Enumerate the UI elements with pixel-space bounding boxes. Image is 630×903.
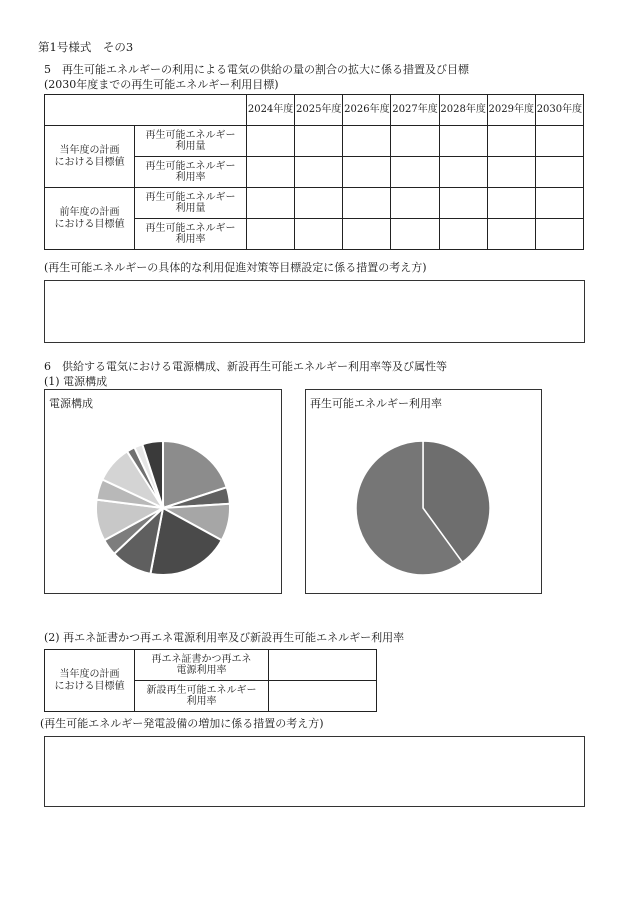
year-header: 2028年度: [439, 95, 487, 126]
value-cell[interactable]: [343, 219, 391, 250]
certificate-rate-table: [44, 649, 377, 712]
value-cell[interactable]: [439, 157, 487, 188]
section6-sub1: (1) 電源構成: [44, 375, 108, 388]
power-mix-chart-title: 電源構成: [49, 397, 93, 410]
value-cell[interactable]: [439, 219, 487, 250]
row-label: [135, 219, 247, 250]
value-cell[interactable]: [247, 126, 295, 157]
group-label-line: における目標値: [54, 680, 125, 692]
power-mix-chart-box: [44, 389, 282, 594]
form-title: 第1号様式 その3: [38, 40, 134, 54]
section5-subheading: (2030年度までの再生可能エネルギー利用目標): [44, 78, 279, 91]
power-mix-pie-chart: [45, 390, 281, 593]
renewable-rate-pie-chart: [306, 390, 541, 593]
value-cell[interactable]: [295, 219, 343, 250]
row-label-line: 新設再生可能エネルギー: [146, 684, 257, 696]
value-cell[interactable]: [247, 188, 295, 219]
row-label: [135, 126, 247, 157]
row-label-line: 再生可能エネルギー: [145, 129, 236, 141]
value-cell[interactable]: [295, 188, 343, 219]
table-row: [45, 650, 377, 681]
group-label-line: 当年度の計画: [59, 669, 120, 680]
section6-heading: 6 供給する電気における電源構成、新設再生可能エネルギー利用率等及び属性等: [44, 360, 447, 373]
section5-note-value: [45, 281, 584, 289]
row-label-line: 利用率: [186, 696, 217, 707]
section5-note-label: (再生可能エネルギーの具体的な利用促進対策等目標設定に係る措置の考え方): [44, 261, 427, 274]
row-label-line: 電源利用率: [176, 665, 227, 676]
value-cell[interactable]: [343, 157, 391, 188]
section5-note-box[interactable]: [44, 280, 585, 343]
group-label-line: 当年度の計画: [59, 145, 120, 156]
value-cell[interactable]: [535, 126, 583, 157]
renewable-rate-chart-box: [305, 389, 542, 594]
value-cell[interactable]: [439, 188, 487, 219]
renewable-target-table: [44, 94, 584, 250]
row-label: [135, 650, 269, 681]
value-cell[interactable]: [391, 219, 439, 250]
row-label-line: 利用量: [175, 203, 206, 214]
year-header: 2026年度: [343, 95, 391, 126]
renewable-rate-chart-title: 再生可能エネルギー利用率: [310, 397, 442, 410]
value-cell[interactable]: [487, 126, 535, 157]
row-label-line: 再生可能エネルギー: [145, 191, 236, 203]
row-label: [135, 681, 269, 712]
value-cell[interactable]: [247, 219, 295, 250]
row-label-line: 利用率: [175, 234, 206, 245]
value-cell[interactable]: [487, 219, 535, 250]
group-label-current: [45, 126, 135, 188]
year-header-row: [45, 95, 584, 126]
row-label: [135, 157, 247, 188]
row-label-line: 再生可能エネルギー: [145, 160, 236, 172]
value-cell[interactable]: [487, 188, 535, 219]
value-cell[interactable]: [535, 188, 583, 219]
year-header: 2029年度: [487, 95, 535, 126]
year-header: 2030年度: [535, 95, 583, 126]
row-label: [135, 188, 247, 219]
row-label-line: 利用率: [175, 172, 206, 183]
table2-group-label: [45, 650, 135, 712]
group-label-line: における目標値: [54, 156, 125, 168]
value-cell[interactable]: [535, 157, 583, 188]
value-cell[interactable]: [295, 157, 343, 188]
value-cell[interactable]: [295, 126, 343, 157]
value-cell[interactable]: [391, 126, 439, 157]
section6-note-value: [45, 737, 584, 745]
value-cell[interactable]: [391, 188, 439, 219]
section6-note-label: (再生可能エネルギー発電設備の増加に係る措置の考え方): [40, 717, 324, 730]
blank-header-cell: [45, 95, 247, 126]
section6-note-box[interactable]: [44, 736, 585, 807]
group-label-line: 前年度の計画: [59, 207, 120, 218]
value-cell[interactable]: [269, 650, 377, 681]
table-row: [45, 188, 584, 219]
section5-heading: 5 再生可能エネルギーの利用による電気の供給の量の割合の拡大に係る措置及び目標: [44, 63, 469, 76]
section6-sub2: (2) 再エネ証書かつ再エネ電源利用率及び新設再生可能エネルギー利用率: [44, 631, 405, 644]
group-label-line: における目標値: [54, 218, 125, 230]
value-cell[interactable]: [439, 126, 487, 157]
year-header: 2027年度: [391, 95, 439, 126]
row-label-line: 再生可能エネルギー: [145, 222, 236, 234]
value-cell[interactable]: [343, 188, 391, 219]
group-label-previous: [45, 188, 135, 250]
value-cell[interactable]: [343, 126, 391, 157]
row-label-line: 利用量: [175, 141, 206, 152]
year-header: 2024年度: [247, 95, 295, 126]
year-header: 2025年度: [295, 95, 343, 126]
value-cell[interactable]: [247, 157, 295, 188]
value-cell[interactable]: [391, 157, 439, 188]
value-cell[interactable]: [487, 157, 535, 188]
value-cell[interactable]: [269, 681, 377, 712]
table-row: [45, 126, 584, 157]
value-cell[interactable]: [535, 219, 583, 250]
row-label-line: 再エネ証書かつ再エネ: [151, 653, 252, 665]
